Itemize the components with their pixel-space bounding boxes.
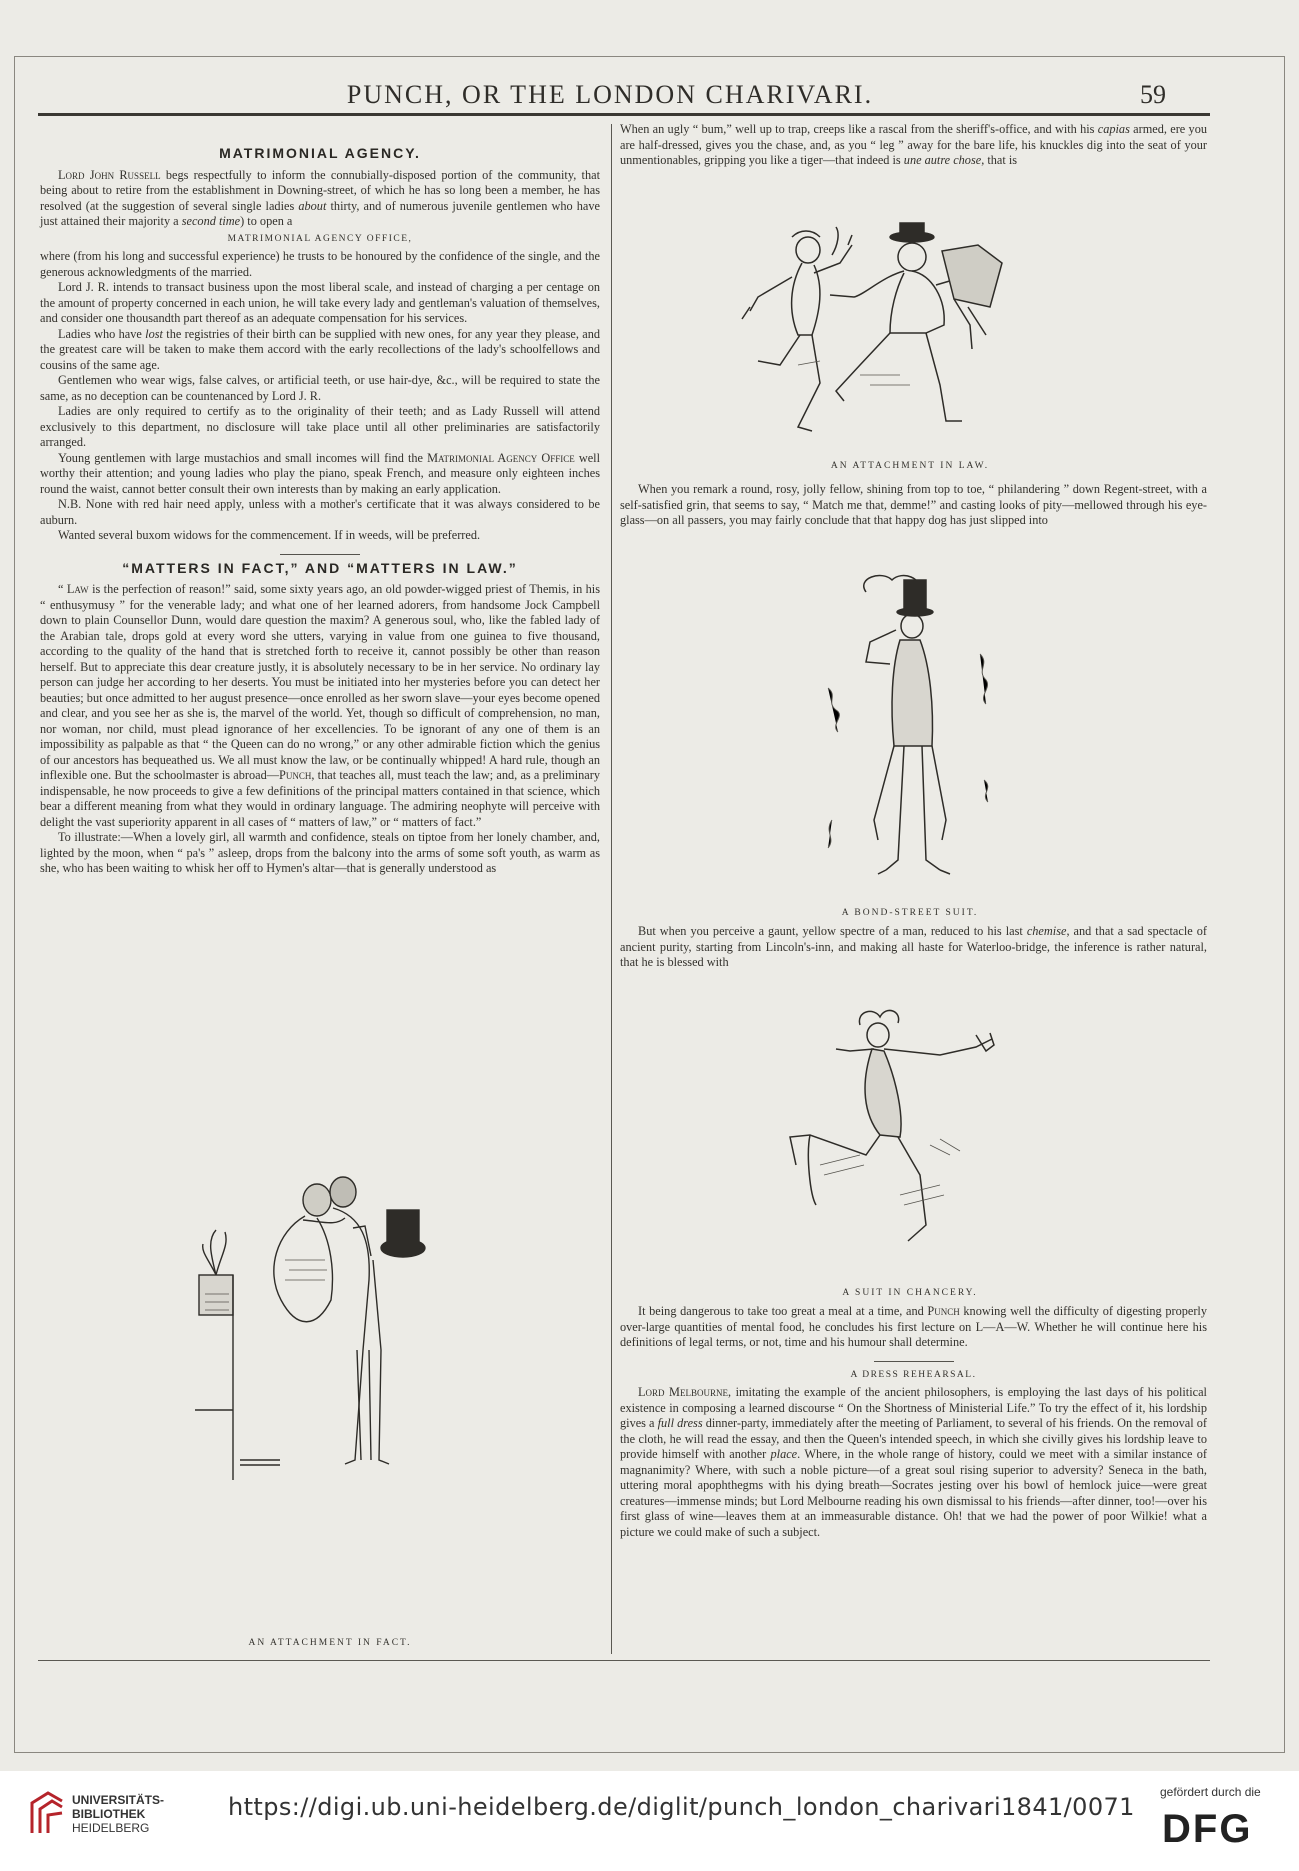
agency-office-subhead: MATRIMONIAL AGENCY OFFICE, [227,233,413,244]
right-paragraph: When you remark a round, rosy, jolly fellow, shining from top to toe, “ philandering ” down Regent-street, with a self-satisfied grin, that seems to say, “ Match me that, demme!” and casting looks of pity—mellowed through his eye-glass—on all passers, you may fairly conclude that that happy dog has just slipped into [620,482,1207,527]
right-column [620,122,1207,169]
page-number: 59 [1140,80,1166,109]
institution-name: UNIVERSITÄTS- BIBLIOTHEK HEIDELBERG [72,1793,165,1835]
illustration-attachment-in-law [740,215,1080,445]
column-divider [611,124,612,1654]
illustration-attachment-in-fact [185,1160,475,1500]
matters-paragraph: “ Law is the perfection of reason!” said, some sixty years ago, an old powder-wigged priest of Themis, in his “ enthusymusy ” for the venerable lady; and what one of her learned adorers, from handsome Jock Campbell down to plain Counsellor Dunn, would dare question the maxim? A generous soul, who, like the fabled lady of the Arabian tale, drops gold at every word she utters, varying in value from one guinea to five thousand, according to the quality of the hand that is stretched forth to receive it, cannot possibly be other than reason herself. But to appreciate this dear creature justly, it is absolutely necessary to be in her service. No ordinary lay person can judge her according to her deserts. You must be initiated into her mysteries before you can detect her beauties; but once admitted to her august presence—once enrolled as her sworn slave—your eyes become opened and clear, and you see her as she is, the marvel of the world. Yet, though so difficult of comprehension, no man, nor woman, nor child, must plead ignorance of her excellencies. To be ignorant of any one of them is an impossibility as palpable as that “ the Queen can do no wrong,” or any other admirable fiction which the genius of our ancestors has bequeathed us. We all must know the law, or be continually whipped! A hard rule, though an inflexible one. But the schoolmaster is abroad—Punch, that teaches all, must teach the law; and, as a preliminary indispensable, he now proceeds to give a few definitions of the principal matters contained in that science, which bear a different meaning from what they would in ordinary language. The admiring neophyte will perceive with delight the vast superiority apparent in all cases of “ matters of law,” or “ matters of fact.” [40,582,600,829]
source-url-link[interactable]: https://digi.ub.uni-heidelberg.de/diglit/punch_london_charivari1841/0071 [228,1793,1135,1821]
right-paragraph: It being dangerous to take too great a meal at a time, and Punch knowing well the difficulty of digesting properly over-large quantities of mental food, he concludes his first lecture on L—A—W. Whether he will continue here his definitions of legal terms, or not, time and his humour shall determine. [620,1304,1207,1349]
right-paragraph: When an ugly “ bum,” well up to trap, creeps like a rascal from the sheriff's-office, and with his capias armed, ere you are half-dressed, gives you the chase, and, as you “ leg ” away for the bare life, his knuckles dig into the seat of your unmentionables, gripping you like a tiger—that indeed is une autre chose, that is [620,122,1207,167]
section-rule [280,554,360,555]
caption-suit-in-chancery: A SUIT IN CHANCERY. [842,1288,978,1298]
agency-paragraph: Wanted several buxom widows for the commencement. If in weeds, will be preferred. [58,528,481,542]
caption-attachment-in-fact: AN ATTACHMENT IN FACT. [248,1638,412,1648]
funded-by-label: gefördert durch die [1160,1785,1261,1799]
agency-paragraph: Lord J. R. intends to transact business upon the most liberal scale, and instead of charging a per centage on the amount of property concerned in each union, he will take every lady and gentleman's valuation of themselves, and consider one thousandth part thereof as an adequate compensation for his services. [40,280,600,325]
illustration-bond-street-suit [820,570,1000,900]
agency-paragraph: Gentlemen who wear wigs, false calves, or artificial teeth, or use hair-dye, &c., will be required to state the same, as no deception can be countenanced by Lord J. R. [40,373,600,403]
illustration-suit-in-chancery [780,1005,1040,1265]
right-paragraph: But when you perceive a gaunt, yellow spectre of a man, reduced to his last chemise, and that a sad spectacle of ancient purity, starting from Lincoln's-inn, and making all haste for Waterloo-bridge, the inference is rather natural, that he is blessed with [620,924,1207,969]
agency-paragraph: Ladies who have lost the registries of their birth can be supplied with new ones, for any year they please, and the greatest care will be taken to make them accord with the early recollections of the lady's schoolfellows and cousins of the same age. [40,326,600,372]
dfg-logo: DFG [1162,1807,1253,1851]
header-rule [38,113,1210,116]
right-column-2 [620,482,1207,529]
agency-paragraph: Lord John Russell begs respectfully to inform the connubially-disposed portion of the community, that being about to retire from the establishment in Downing-street, of which he has so long been a member, he has resolved (at the suggestion of several single ladies about thirty, and of numerous juvenile gentlemen who have just attained their majority a second time) to open a [40,167,600,228]
agency-paragraph: Young gentlemen with large mustachios and small incomes will find the Matrimonial Agency Office well worthy their attention; and young ladies who play the piano, speak French, and measure only eighteen inches round the waist, cannot better consult their own interests than by making an early application. [40,450,600,496]
matters-heading: “MATTERS IN FACT,” AND “MATTERS IN LAW.” [122,559,518,576]
rehearsal-paragraph: Lord Melbourne, imitating the example of the ancient philosophers, is employing the last days of his political existence in composing a learned discourse “ On the Shortness of Ministerial Life.” To try the effect of it, his lordship gives a full dress dinner-party, immediately after the meeting of Parliament, to several of his friends. On the removal of the cloth, he will read the essay, and then the Queen's intended speech, in which she civilly gives his lordship leave to provide himself with another place. Where, in the whole range of history, could we meet with a similar instance of magnanimity? Where, with such a noble picture—of a great soul rising superior to adversity? Seneca in the bath, uttering moral apophthegms with his dying breath—Socrates jesting over his bowl of hemlock juice—were great creatures—immense minds; but Lord Melbourne reading his own dismissal to his friends—after dinner, too!—over his first glass of wine—leaves them at an immeasurable distance. Oh! that we had the power of poor Wilkie! what a picture we could make of such a subject. [620,1385,1207,1539]
caption-bond-street-suit: A BOND-STREET SUIT. [841,908,979,918]
matrimonial-agency-heading: MATRIMONIAL AGENCY. [219,145,421,161]
agency-paragraph: Ladies are only required to certify as to the originality of their teeth; and as Lady Russell will attend exclusively to this department, no disclosure will take place until all other preliminaries are satisfactorily arranged. [40,404,600,449]
matters-paragraph: To illustrate:—When a lovely girl, all warmth and confidence, steals on tiptoe from her lonely chamber, and, lighted by the moon, when “ pa's ” asleep, drops from the balcony into the arms of some soft youth, as warm as she, who has been waiting to whisk her off to Hymen's altar—that is generally understood as [40,830,600,875]
footer-bar [0,1771,1299,1871]
right-column-3 [620,924,1207,971]
running-title: PUNCH, OR THE LONDON CHARIVARI. [346,80,874,109]
caption-attachment-in-law: AN ATTACHMENT IN LAW. [830,461,990,471]
agency-paragraph: N.B. None with red hair need apply, unless with a mother's certificate that it was always considered to be auburn. [40,497,600,527]
agency-lead: Lord John Russell [58,167,161,182]
right-column-4 [620,1304,1207,1540]
footer-rule [38,1660,1210,1661]
left-column [40,142,600,877]
university-library-logo-icon [28,1789,66,1842]
section-rule [874,1361,954,1362]
agency-paragraph: where (from his long and successful experience) he trusts to be honoured by the confidence of the single, and the generous acknowledgments of the married. [40,249,600,279]
dress-rehearsal-heading: A DRESS REHEARSAL. [850,1369,977,1380]
